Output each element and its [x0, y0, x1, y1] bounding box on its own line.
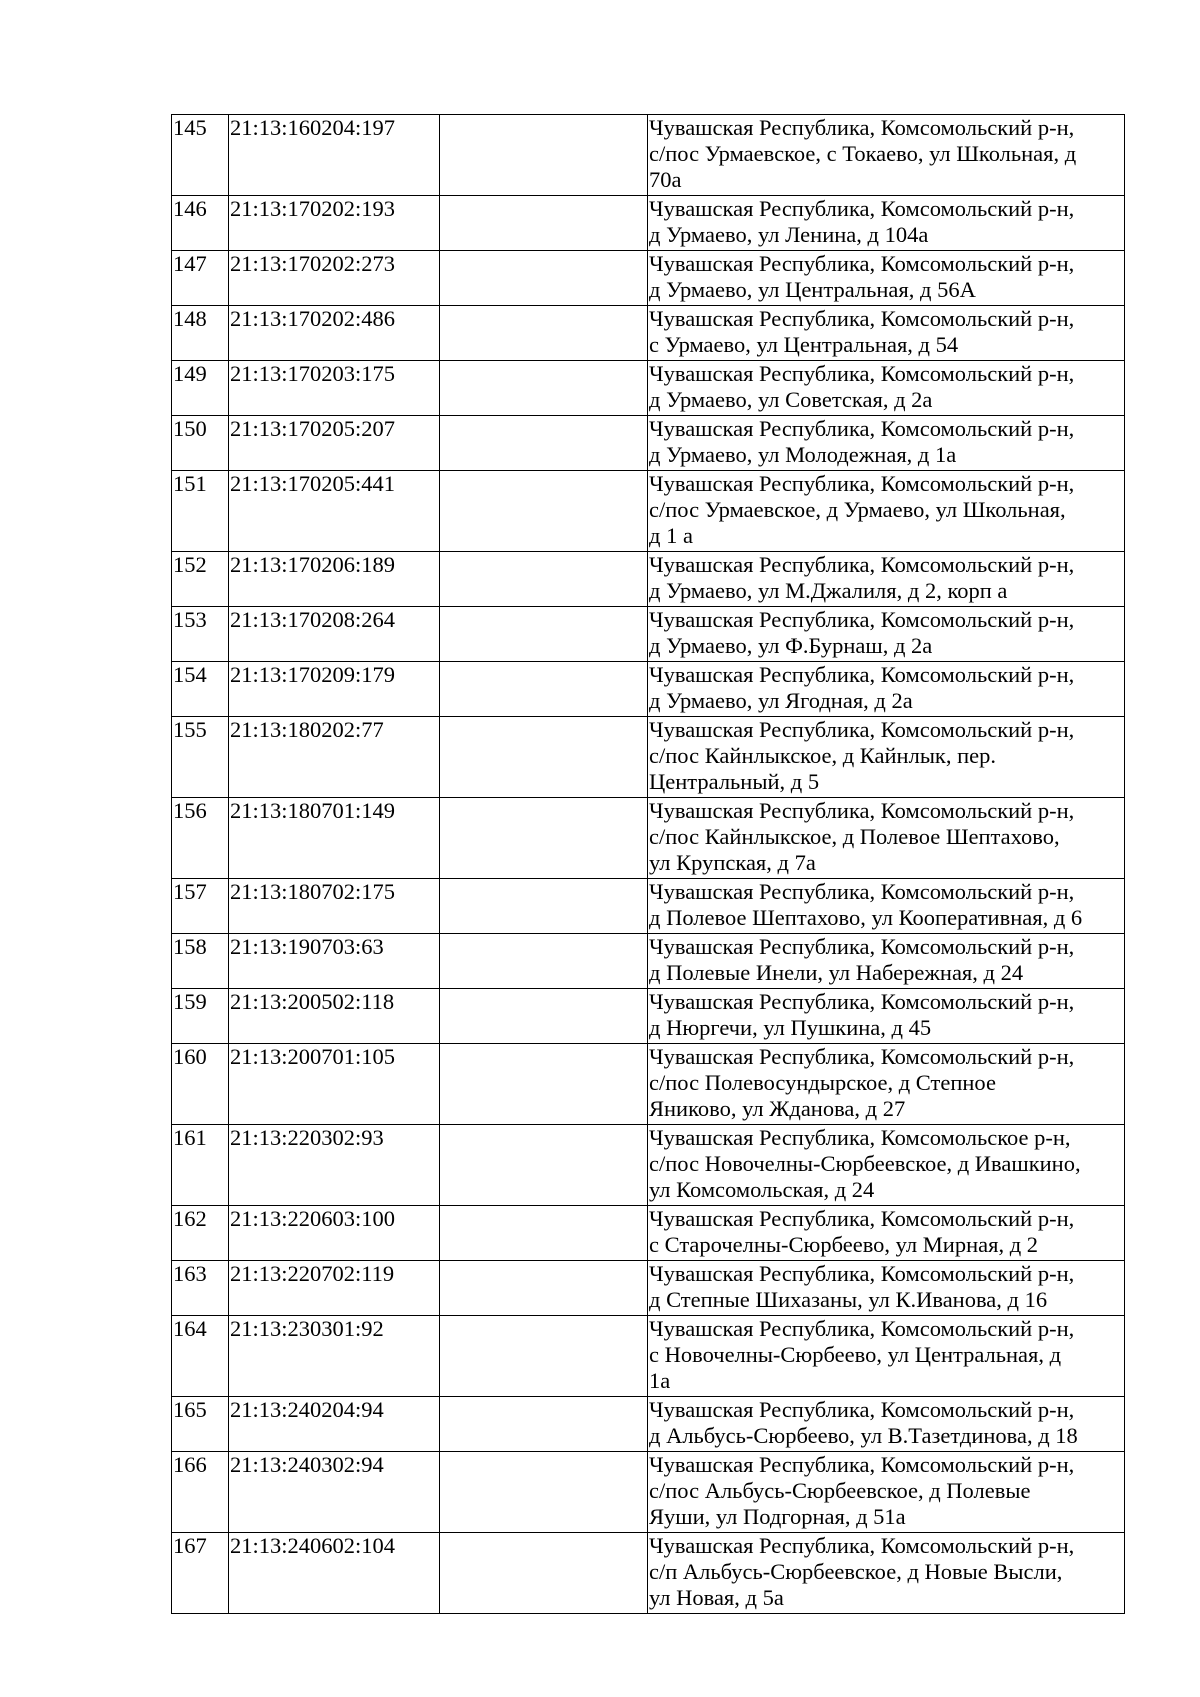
address-line: с/пос Кайнлыкское, д Полевое Шептахово, [649, 824, 1060, 849]
cadastral-number-cell: 21:13:240302:94 [229, 1452, 440, 1533]
cadastral-number-cell: 21:13:170202:486 [229, 306, 440, 361]
table-row [172, 251, 1125, 306]
cadastral-number-cell: 21:13:240204:94 [229, 1397, 440, 1452]
address-line: Чувашская Республика, Комсомольский р-н, [649, 934, 1075, 959]
address-cell [648, 251, 1125, 306]
cadastral-number-cell: 21:13:170203:175 [229, 361, 440, 416]
empty-cell [440, 934, 648, 989]
row-number-cell: 151 [172, 471, 229, 552]
cadastral-number-cell: 21:13:220603:100 [229, 1206, 440, 1261]
row-number-cell: 164 [172, 1316, 229, 1397]
table-row [172, 934, 1125, 989]
row-number-cell: 154 [172, 662, 229, 717]
row-number-cell: 158 [172, 934, 229, 989]
cadastral-number-cell: 21:13:220302:93 [229, 1125, 440, 1206]
table-row [172, 1125, 1125, 1206]
address-line: 70а [649, 167, 682, 192]
empty-cell [440, 989, 648, 1044]
address-cell [648, 416, 1125, 471]
empty-cell [440, 717, 648, 798]
address-cell [648, 607, 1125, 662]
address-line: Чувашская Республика, Комсомольский р-н, [649, 798, 1075, 823]
address-line: с/пос Альбусь-Сюрбеевское, д Полевые [649, 1478, 1031, 1503]
address-line: д Урмаево, ул Советская, д 2а [649, 387, 933, 412]
address-line: 1а [649, 1368, 671, 1393]
address-line: д Урмаево, ул Центральная, д 56А [649, 277, 976, 302]
table-row [172, 471, 1125, 552]
cadastral-number-cell: 21:13:180702:175 [229, 879, 440, 934]
address-cell [648, 717, 1125, 798]
row-number-cell: 167 [172, 1533, 229, 1614]
address-line: с Старочелны-Сюрбеево, ул Мирная, д 2 [649, 1232, 1039, 1257]
address-line: д Урмаево, ул Ф.Бурнаш, д 2а [649, 633, 933, 658]
address-line: д 1 а [649, 523, 693, 548]
table-row [172, 989, 1125, 1044]
empty-cell [440, 662, 648, 717]
cadastral-number-cell: 21:13:170206:189 [229, 552, 440, 607]
address-line: Яниково, ул Жданова, д 27 [649, 1096, 906, 1121]
row-number-cell: 162 [172, 1206, 229, 1261]
cadastral-number-cell: 21:13:230301:92 [229, 1316, 440, 1397]
property-registry-table [171, 114, 1125, 1614]
row-number-cell: 147 [172, 251, 229, 306]
row-number-cell: 153 [172, 607, 229, 662]
row-number-cell: 155 [172, 717, 229, 798]
cadastral-number-cell: 21:13:170205:207 [229, 416, 440, 471]
cadastral-number-cell: 21:13:170208:264 [229, 607, 440, 662]
address-line: Чувашская Республика, Комсомольский р-н, [649, 717, 1075, 742]
address-line: Чувашская Республика, Комсомольский р-н, [649, 115, 1075, 140]
address-cell [648, 552, 1125, 607]
table-row [172, 115, 1125, 196]
address-line: д Нюргечи, ул Пушкина, д 45 [649, 1015, 932, 1040]
table-row [172, 1452, 1125, 1533]
table-row [172, 1206, 1125, 1261]
address-line: д Урмаево, ул Ленина, д 104а [649, 222, 929, 247]
table-row [172, 1316, 1125, 1397]
row-number-cell: 166 [172, 1452, 229, 1533]
address-line: Чувашская Республика, Комсомольское р-н, [649, 1125, 1071, 1150]
cadastral-number-cell: 21:13:190703:63 [229, 934, 440, 989]
cadastral-number-cell: 21:13:170209:179 [229, 662, 440, 717]
address-line: с/пос Кайнлыкское, д Кайнлык, пер. [649, 743, 997, 768]
table-row [172, 1397, 1125, 1452]
address-line: с/п Альбусь-Сюрбеевское, д Новые Высли, [649, 1559, 1063, 1584]
empty-cell [440, 1261, 648, 1316]
table-body [172, 115, 1125, 1614]
address-cell [648, 1125, 1125, 1206]
address-cell [648, 361, 1125, 416]
row-number-cell: 152 [172, 552, 229, 607]
address-line: Чувашская Республика, Комсомольский р-н, [649, 1044, 1075, 1069]
address-line: д Урмаево, ул Ягодная, д 2а [649, 688, 913, 713]
address-cell [648, 115, 1125, 196]
table-row [172, 1261, 1125, 1316]
row-number-cell: 146 [172, 196, 229, 251]
address-line: Центральный, д 5 [649, 769, 820, 794]
row-number-cell: 157 [172, 879, 229, 934]
address-line: Чувашская Республика, Комсомольский р-н, [649, 251, 1075, 276]
address-cell [648, 798, 1125, 879]
address-cell [648, 1316, 1125, 1397]
empty-cell [440, 607, 648, 662]
row-number-cell: 150 [172, 416, 229, 471]
address-line: д Урмаево, ул М.Джалиля, д 2, корп а [649, 578, 1008, 603]
address-cell [648, 1397, 1125, 1452]
cadastral-number-cell: 21:13:240602:104 [229, 1533, 440, 1614]
row-number-cell: 163 [172, 1261, 229, 1316]
address-cell [648, 662, 1125, 717]
address-line: Чувашская Республика, Комсомольский р-н, [649, 607, 1075, 632]
empty-cell [440, 471, 648, 552]
row-number-cell: 148 [172, 306, 229, 361]
address-line: Чувашская Республика, Комсомольский р-н, [649, 361, 1075, 386]
address-line: с/пос Новочелны-Сюрбеевское, д Ивашкино, [649, 1151, 1081, 1176]
empty-cell [440, 196, 648, 251]
row-number-cell: 149 [172, 361, 229, 416]
table-row [172, 607, 1125, 662]
address-line: д Альбусь-Сюрбеево, ул В.Тазетдинова, д 18 [649, 1423, 1078, 1448]
address-line: ул Новая, д 5а [649, 1585, 784, 1610]
address-line: д Полевые Инели, ул Набережная, д 24 [649, 960, 1024, 985]
address-line: ул Крупская, д 7а [649, 850, 816, 875]
table-row [172, 1533, 1125, 1614]
table-row [172, 662, 1125, 717]
address-cell [648, 1452, 1125, 1533]
empty-cell [440, 306, 648, 361]
cadastral-number-cell: 21:13:170202:193 [229, 196, 440, 251]
address-line: Чувашская Республика, Комсомольский р-н, [649, 1452, 1075, 1477]
table-row [172, 798, 1125, 879]
address-line: Чувашская Республика, Комсомольский р-н, [649, 306, 1075, 331]
address-line: Чувашская Республика, Комсомольский р-н, [649, 662, 1075, 687]
address-line: с Урмаево, ул Центральная, д 54 [649, 332, 959, 357]
table-row [172, 717, 1125, 798]
cadastral-number-cell: 21:13:180701:149 [229, 798, 440, 879]
address-line: Чувашская Республика, Комсомольский р-н, [649, 1206, 1075, 1231]
address-line: Яуши, ул Подгорная, д 51а [649, 1504, 906, 1529]
address-cell [648, 306, 1125, 361]
address-line: Чувашская Республика, Комсомольский р-н, [649, 1316, 1075, 1341]
table-row [172, 416, 1125, 471]
table-row [172, 306, 1125, 361]
empty-cell [440, 1533, 648, 1614]
address-line: с Новочелны-Сюрбеево, ул Центральная, д [649, 1342, 1062, 1367]
empty-cell [440, 879, 648, 934]
empty-cell [440, 552, 648, 607]
empty-cell [440, 798, 648, 879]
row-number-cell: 159 [172, 989, 229, 1044]
empty-cell [440, 416, 648, 471]
row-number-cell: 161 [172, 1125, 229, 1206]
row-number-cell: 165 [172, 1397, 229, 1452]
cadastral-number-cell: 21:13:170205:441 [229, 471, 440, 552]
address-line: Чувашская Республика, Комсомольский р-н, [649, 989, 1075, 1014]
address-line: Чувашская Республика, Комсомольский р-н, [649, 552, 1075, 577]
address-line: ул Комсомольская, д 24 [649, 1177, 875, 1202]
row-number-cell: 145 [172, 115, 229, 196]
table-row [172, 1044, 1125, 1125]
cadastral-number-cell: 21:13:180202:77 [229, 717, 440, 798]
address-line: с/пос Урмаевское, с Токаево, ул Школьная, д [649, 141, 1077, 166]
address-line: д Полевое Шептахово, ул Кооперативная, д 6 [649, 905, 1083, 930]
address-line: Чувашская Республика, Комсомольский р-н, [649, 1261, 1075, 1286]
empty-cell [440, 1452, 648, 1533]
cadastral-number-cell: 21:13:200502:118 [229, 989, 440, 1044]
address-line: Чувашская Республика, Комсомольский р-н, [649, 879, 1075, 904]
address-cell [648, 879, 1125, 934]
address-cell [648, 196, 1125, 251]
address-cell [648, 1206, 1125, 1261]
address-line: Чувашская Республика, Комсомольский р-н, [649, 1533, 1075, 1558]
address-cell [648, 989, 1125, 1044]
cadastral-number-cell: 21:13:220702:119 [229, 1261, 440, 1316]
table-row [172, 879, 1125, 934]
address-cell [648, 1533, 1125, 1614]
address-line: Чувашская Республика, Комсомольский р-н, [649, 471, 1075, 496]
table-row [172, 361, 1125, 416]
table-row [172, 196, 1125, 251]
empty-cell [440, 115, 648, 196]
empty-cell [440, 251, 648, 306]
table-row [172, 552, 1125, 607]
empty-cell [440, 361, 648, 416]
cadastral-number-cell: 21:13:170202:273 [229, 251, 440, 306]
address-line: д Степные Шихазаны, ул К.Иванова, д 16 [649, 1287, 1048, 1312]
empty-cell [440, 1397, 648, 1452]
cadastral-number-cell: 21:13:160204:197 [229, 115, 440, 196]
empty-cell [440, 1206, 648, 1261]
row-number-cell: 160 [172, 1044, 229, 1125]
cadastral-number-cell: 21:13:200701:105 [229, 1044, 440, 1125]
empty-cell [440, 1125, 648, 1206]
address-line: с/пос Полевосундырское, д Степное [649, 1070, 996, 1095]
address-cell [648, 1261, 1125, 1316]
address-line: д Урмаево, ул Молодежная, д 1а [649, 442, 957, 467]
address-cell [648, 934, 1125, 989]
empty-cell [440, 1044, 648, 1125]
address-line: Чувашская Республика, Комсомольский р-н, [649, 196, 1075, 221]
address-cell [648, 471, 1125, 552]
row-number-cell: 156 [172, 798, 229, 879]
address-line: Чувашская Республика, Комсомольский р-н, [649, 1397, 1075, 1422]
address-line: с/пос Урмаевское, д Урмаево, ул Школьная, [649, 497, 1066, 522]
address-line: Чувашская Республика, Комсомольский р-н, [649, 416, 1075, 441]
address-cell [648, 1044, 1125, 1125]
empty-cell [440, 1316, 648, 1397]
